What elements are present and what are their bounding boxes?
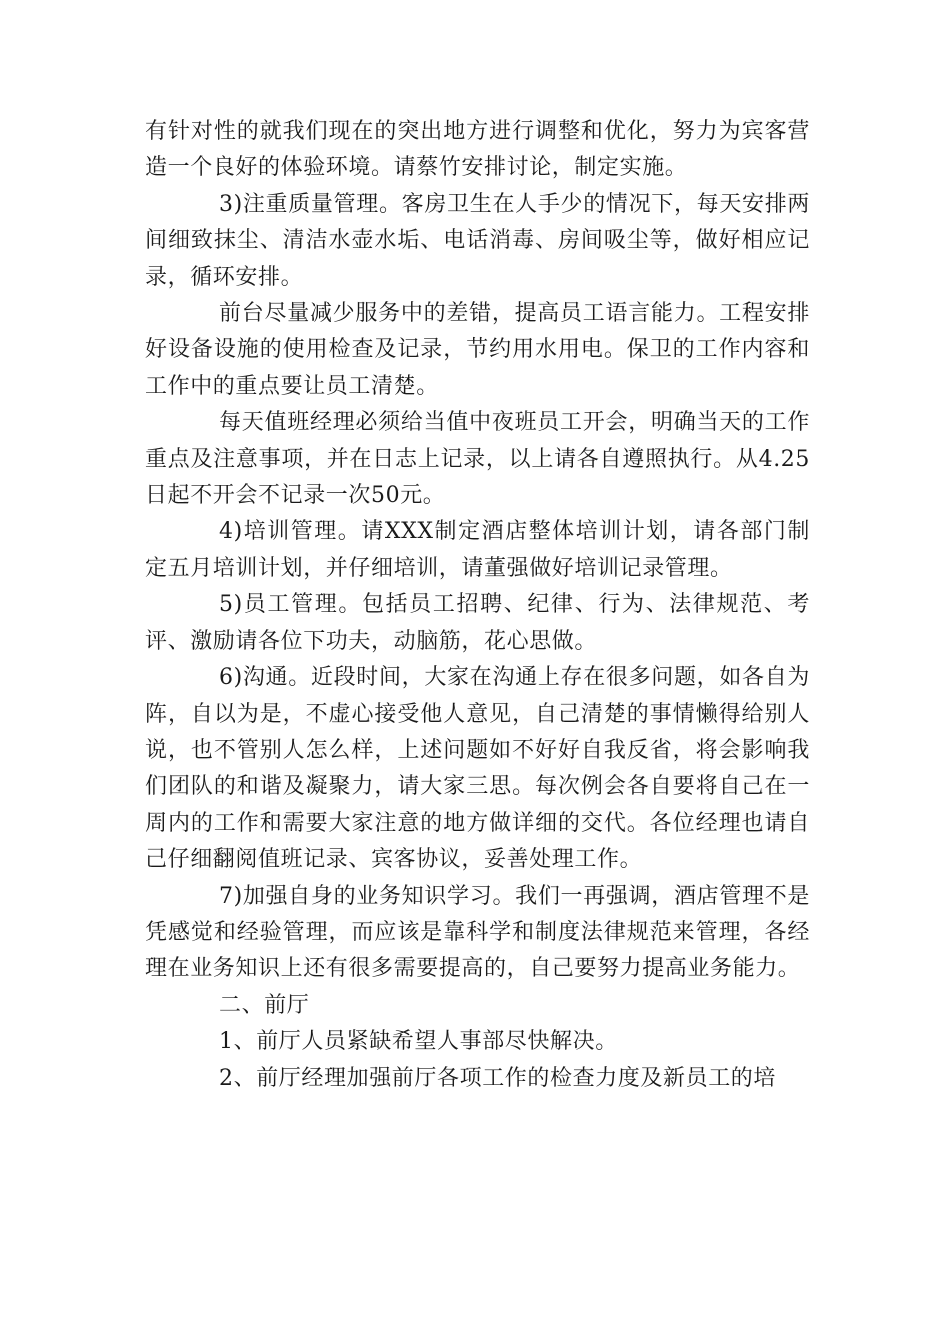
section-heading: 二、前厅: [219, 992, 310, 1018]
paragraph-6: 5)员工管理。包括员工招聘、纪律、行为、法律规范、考评、激励请各位下功夫，动脑筋，花心思做。: [145, 592, 810, 654]
paragraph-2: 3)注重质量管理。客房卫生在人手少的情况下，每天安排两间细致抹尘、清洁水壶水垢、电话消毒、房间吸尘等，做好相应记录，循环安排。: [145, 191, 810, 290]
paragraph-9: 1、前厅人员紧缺希望人事部尽快解决。: [219, 1029, 618, 1055]
paragraph-5: 4)培训管理。请XXX制定酒店整体培训计划，请各部门制定五月培训计划，并仔细培训，请董强做好培训记录管理。: [145, 519, 810, 581]
paragraph-4: 每天值班经理必须给当值中夜班员工开会，明确当天的工作重点及注意事项，并在日志上记录，以上请各自遵照执行。从4.25日起不开会不记录一次50元。: [145, 410, 810, 509]
document-body: [145, 114, 810, 1097]
paragraph-1: 有针对性的就我们现在的突出地方进行调整和优化，努力为宾客营造一个良好的体验环境。请蔡竹安排讨论，制定实施。: [145, 119, 810, 181]
paragraph-8: 7)加强自身的业务知识学习。我们一再强调，酒店管理不是凭感觉和经验管理，而应该是靠科学和制度法律规范来管理，各经理在业务知识上还有很多需要提高的，自己要努力提高业务能力。: [145, 883, 810, 982]
paragraph-3: 前台尽量减少服务中的差错，提高员工语言能力。工程安排好设备设施的使用检查及记录，节约用水用电。保卫的工作内容和工作中的重点要让员工清楚。: [145, 301, 810, 399]
paragraph-10: 2、前厅经理加强前厅各项工作的检查力度及新员工的培: [219, 1065, 776, 1091]
paragraph-7: 6)沟通。近段时间，大家在沟通上存在很多问题，如各自为阵，自以为是，不虚心接受他人意见，自己清楚的事情懒得给别人说，也不管别人怎么样，上述问题如不好好自我反省，将会影响我们团队的和谐及凝聚力，请大家三思。每次例会各自要将自己在一周内的工作和需要大家注意的地方做详细的交代。各位经理也请自己仔细翻阅值班记录、宾客协议，妥善处理工作。: [145, 665, 810, 873]
